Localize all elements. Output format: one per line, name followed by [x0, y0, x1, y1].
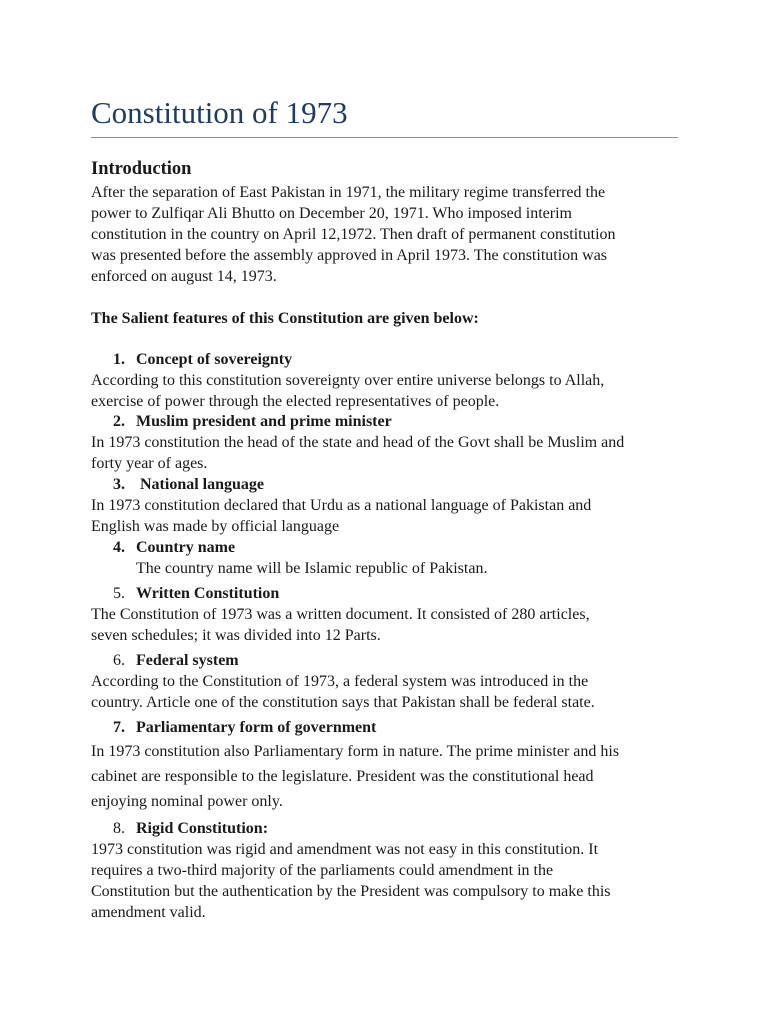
feature-text: According to this constitution sovereignty over entire universe belongs to Allah,: [91, 372, 605, 389]
feature-number: 5.: [113, 585, 125, 602]
feature-text: forty year of ages.: [91, 455, 208, 472]
feature-text: In 1973 constitution also Parliamentary form in nature. The prime minister and his: [91, 743, 620, 760]
feature-text: exercise of power through the elected representatives of people.: [91, 393, 500, 410]
title-underline: [91, 137, 678, 138]
feature-number: 1.: [113, 351, 125, 368]
intro-line: constitution in the country on April 12,1972. Then draft of permanent constitution: [91, 226, 616, 243]
features-heading: The Salient features of this Constitution are given below:: [91, 310, 479, 327]
feature-heading: Federal system: [136, 652, 239, 669]
intro-heading: Introduction: [91, 159, 192, 179]
feature-text: In 1973 constitution the head of the state and head of the Govt shall be Muslim and: [91, 434, 625, 451]
feature-text: English was made by official language: [91, 518, 340, 535]
feature-number: 7.: [113, 719, 125, 736]
feature-number: 6.: [113, 652, 125, 669]
intro-line: After the separation of East Pakistan in 1971, the military regime transferred the: [91, 184, 606, 201]
feature-text: The Constitution of 1973 was a written document. It consisted of 280 articles,: [91, 606, 590, 623]
feature-heading: Muslim president and prime minister: [136, 413, 392, 430]
feature-text: requires a two-third majority of the parliaments could amendment in the: [91, 862, 554, 879]
feature-text: cabinet are responsible to the legislature. President was the constitutional head: [91, 768, 594, 785]
feature-text: country. Article one of the constitution says that Pakistan shall be federal state.: [91, 694, 595, 711]
feature-text: 1973 constitution was rigid and amendment was not easy in this constitution. It: [91, 841, 599, 858]
feature-text: Constitution but the authentication by the President was compulsory to make this: [91, 883, 611, 900]
feature-text: In 1973 constitution declared that Urdu as a national language of Pakistan and: [91, 497, 592, 514]
intro-line: was presented before the assembly approved in April 1973. The constitution was: [91, 247, 608, 264]
feature-heading: Rigid Constitution:: [136, 820, 269, 837]
feature-text: seven schedules; it was divided into 12 Parts.: [91, 627, 381, 644]
feature-number: 4.: [113, 539, 125, 556]
feature-text: The country name will be Islamic republic of Pakistan.: [136, 560, 488, 577]
feature-heading: Parliamentary form of government: [136, 719, 377, 736]
feature-heading: Written Constitution: [136, 585, 280, 602]
feature-heading: National language: [140, 476, 265, 493]
page-title: Constitution of 1973: [91, 95, 348, 130]
feature-text: amendment valid.: [91, 904, 206, 921]
feature-heading: Country name: [136, 539, 236, 556]
feature-text: enjoying nominal power only.: [91, 793, 283, 810]
intro-line: enforced on august 14, 1973.: [91, 268, 277, 285]
feature-number: 2.: [113, 413, 125, 430]
feature-number: 8.: [113, 820, 125, 837]
feature-number: 3.: [113, 476, 125, 493]
feature-text: According to the Constitution of 1973, a federal system was introduced in the: [91, 673, 589, 690]
intro-line: power to Zulfiqar Ali Bhutto on December 20, 1971. Who imposed interim: [91, 205, 572, 222]
feature-heading: Concept of sovereignty: [136, 351, 293, 368]
